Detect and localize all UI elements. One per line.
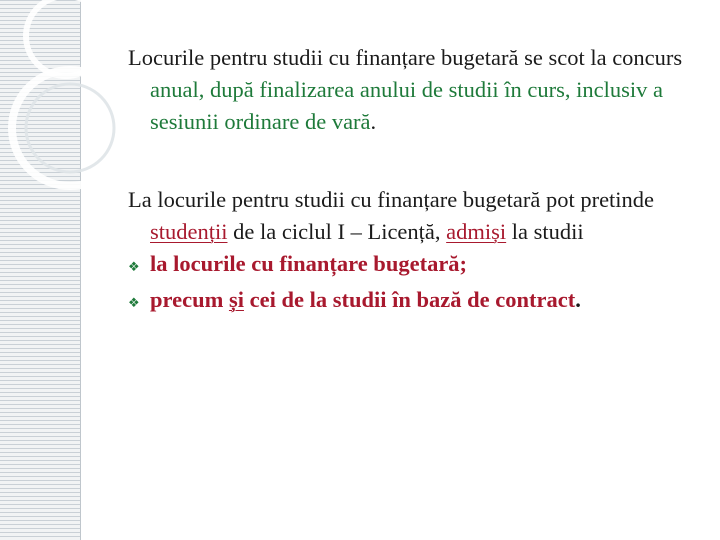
diamond-bullet-icon: ❖ — [128, 260, 140, 275]
bullet-text-period: . — [575, 287, 581, 312]
diamond-bullet-icon: ❖ — [128, 296, 140, 311]
slide-content — [128, 42, 703, 320]
paragraph2-text: La locurile pentru studii cu finanțare bugetară pot pretinde — [128, 187, 655, 212]
paragraph2-end: la studii — [506, 219, 584, 244]
paragraph1-highlight: anual, după finalizarea anului de studii în curs, inclusiv a sesiunii ordinare de vară — [150, 77, 663, 134]
bullet-text-a: precum — [150, 287, 229, 312]
paragraph2-students: studenții — [150, 219, 228, 244]
paragraph2-cycle: de la ciclul I – Licență, — [227, 219, 447, 244]
paragraph1-text: Locurile pentru studii cu finanțare bugetară se scot la concurs — [128, 45, 683, 70]
bullet-text: la locurile cu finanțare bugetară; — [150, 251, 468, 276]
bullet-list — [128, 248, 703, 320]
paragraph2-admitted: admiși — [446, 219, 507, 244]
bullet-text-si: și — [228, 287, 244, 312]
decorative-circles — [0, 0, 120, 200]
bullet-item-budget — [128, 248, 703, 284]
bullet-item-contract — [128, 284, 703, 320]
bullet-text-c: cei de la studii în bază de contract — [243, 287, 576, 312]
paragraph-eligibility — [128, 184, 703, 248]
paragraph-budget-places — [128, 42, 703, 138]
paragraph1-period: . — [370, 109, 377, 134]
